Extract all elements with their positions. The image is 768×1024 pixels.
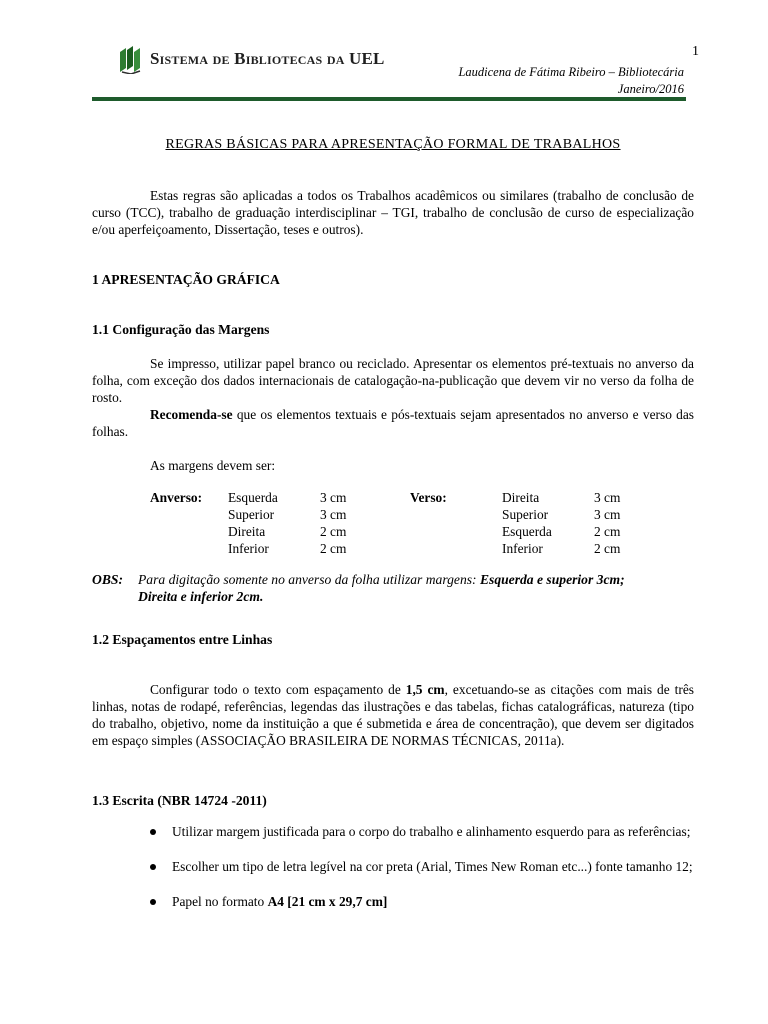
header-rule	[92, 97, 686, 101]
list-item	[150, 823, 694, 840]
verso-value: 2 cm	[594, 541, 621, 556]
logo-text: Sistema de Bibliotecas da UEL	[150, 49, 385, 68]
verso-side: Direita	[502, 490, 540, 505]
verso-side: Inferior	[502, 541, 543, 556]
bullet-icon	[150, 864, 156, 870]
obs-note	[92, 571, 694, 605]
margins-paragraph-1: Se impresso, utilizar papel branco ou reciclado. Apresentar os elementos pré-textuais no anverso da folha, com exceção dos dados internacionais de catalogação-na-publicação que devem vir no verso da folha de rosto.	[92, 356, 694, 405]
bullet-text: Utilizar margem justificada para o corpo do trabalho e alinhamento esquerdo para as referências;	[172, 824, 691, 839]
margins-paragraph-2	[92, 406, 694, 440]
obs-text: Para digitação somente no anverso da folha utilizar margens:	[138, 572, 480, 587]
spacing-pre: Configurar todo o texto com espaçamento de	[150, 682, 406, 697]
section-1-3-heading: 1.3 Escrita (NBR 14724 -2011)	[92, 793, 267, 808]
verso-side: Esquerda	[502, 524, 552, 539]
spacing-bold: 1,5 cm	[405, 682, 445, 697]
intro-paragraph: Estas regras são aplicadas a todos os Trabalhos acadêmicos ou similares (trabalho de conclusão de curso (TCC), trabalho de graduação interdisciplinar – TGI, trabalho de conclusão de curso de especialização e/ou aperfeiçoamento, Dissertação, teses e outros).	[92, 188, 694, 237]
list-item	[150, 893, 694, 910]
margins-table	[150, 489, 620, 557]
recommend-rest: que os elementos textuais e pós-textuais sejam apresentados no anverso e verso das folhas.	[92, 407, 694, 439]
anverso-value: 3 cm	[320, 507, 347, 522]
author-block	[458, 64, 684, 98]
anverso-label: Anverso:	[150, 490, 203, 505]
verso-value: 2 cm	[594, 524, 621, 539]
bullet-icon	[150, 899, 156, 905]
writing-bullet-list	[150, 823, 694, 910]
book-stack-icon	[118, 44, 144, 74]
bullet-icon	[150, 829, 156, 835]
page-number: 1	[692, 44, 699, 59]
date-line: Janeiro/2016	[617, 82, 684, 96]
document-title: REGRAS BÁSICAS PARA APRESENTAÇÃO FORMAL DE TRABALHOS	[165, 137, 621, 152]
bullet-text-bold: A4 [21 cm x 29,7 cm]	[267, 894, 388, 909]
verso-label: Verso:	[410, 490, 447, 505]
spacing-post: , excetuando-se as citações com mais de três linhas, notas de rodapé, referências, legendas das ilustrações e das tabelas, fichas catalográficas, natureza (tipo do trabalho, objetivo, nome da instituição a que é submetida e área de concentração), que devem ser digitados em espaço simples (ASSOCIAÇÃO BRASILEIRA DE NORMAS TÉCNICAS, 2011a).	[92, 682, 695, 748]
bullet-text: Escolher um tipo de letra legível na cor preta (Arial, Times New Roman etc...) fonte tamanho 12;	[172, 859, 693, 874]
list-item	[150, 858, 694, 875]
obs-bold-2: Direita e inferior 2cm.	[138, 589, 264, 604]
recommend-bold: Recomenda-se	[150, 407, 233, 422]
spacing-paragraph	[92, 681, 694, 749]
section-1-1-heading: 1.1 Configuração das Margens	[92, 322, 270, 337]
anverso-side: Direita	[228, 524, 266, 539]
verso-value: 3 cm	[594, 507, 621, 522]
verso-value: 3 cm	[594, 490, 621, 505]
library-logo	[118, 44, 385, 74]
anverso-side: Superior	[228, 507, 275, 522]
obs-label: OBS:	[92, 572, 123, 587]
margins-intro: As margens devem ser:	[150, 458, 276, 473]
section-1-2-heading: 1.2 Espaçamentos entre Linhas	[92, 632, 273, 647]
author-line: Laudicena de Fátima Ribeiro – Bibliotecária	[458, 65, 684, 79]
anverso-value: 3 cm	[320, 490, 347, 505]
bullet-text-pre: Papel no formato	[172, 894, 268, 909]
anverso-value: 2 cm	[320, 524, 347, 539]
section-1-heading: 1 APRESENTAÇÃO GRÁFICA	[92, 272, 280, 287]
anverso-value: 2 cm	[320, 541, 347, 556]
anverso-side: Esquerda	[228, 490, 278, 505]
verso-side: Superior	[502, 507, 549, 522]
obs-bold: Esquerda e superior 3cm;	[479, 572, 625, 587]
anverso-side: Inferior	[228, 541, 269, 556]
